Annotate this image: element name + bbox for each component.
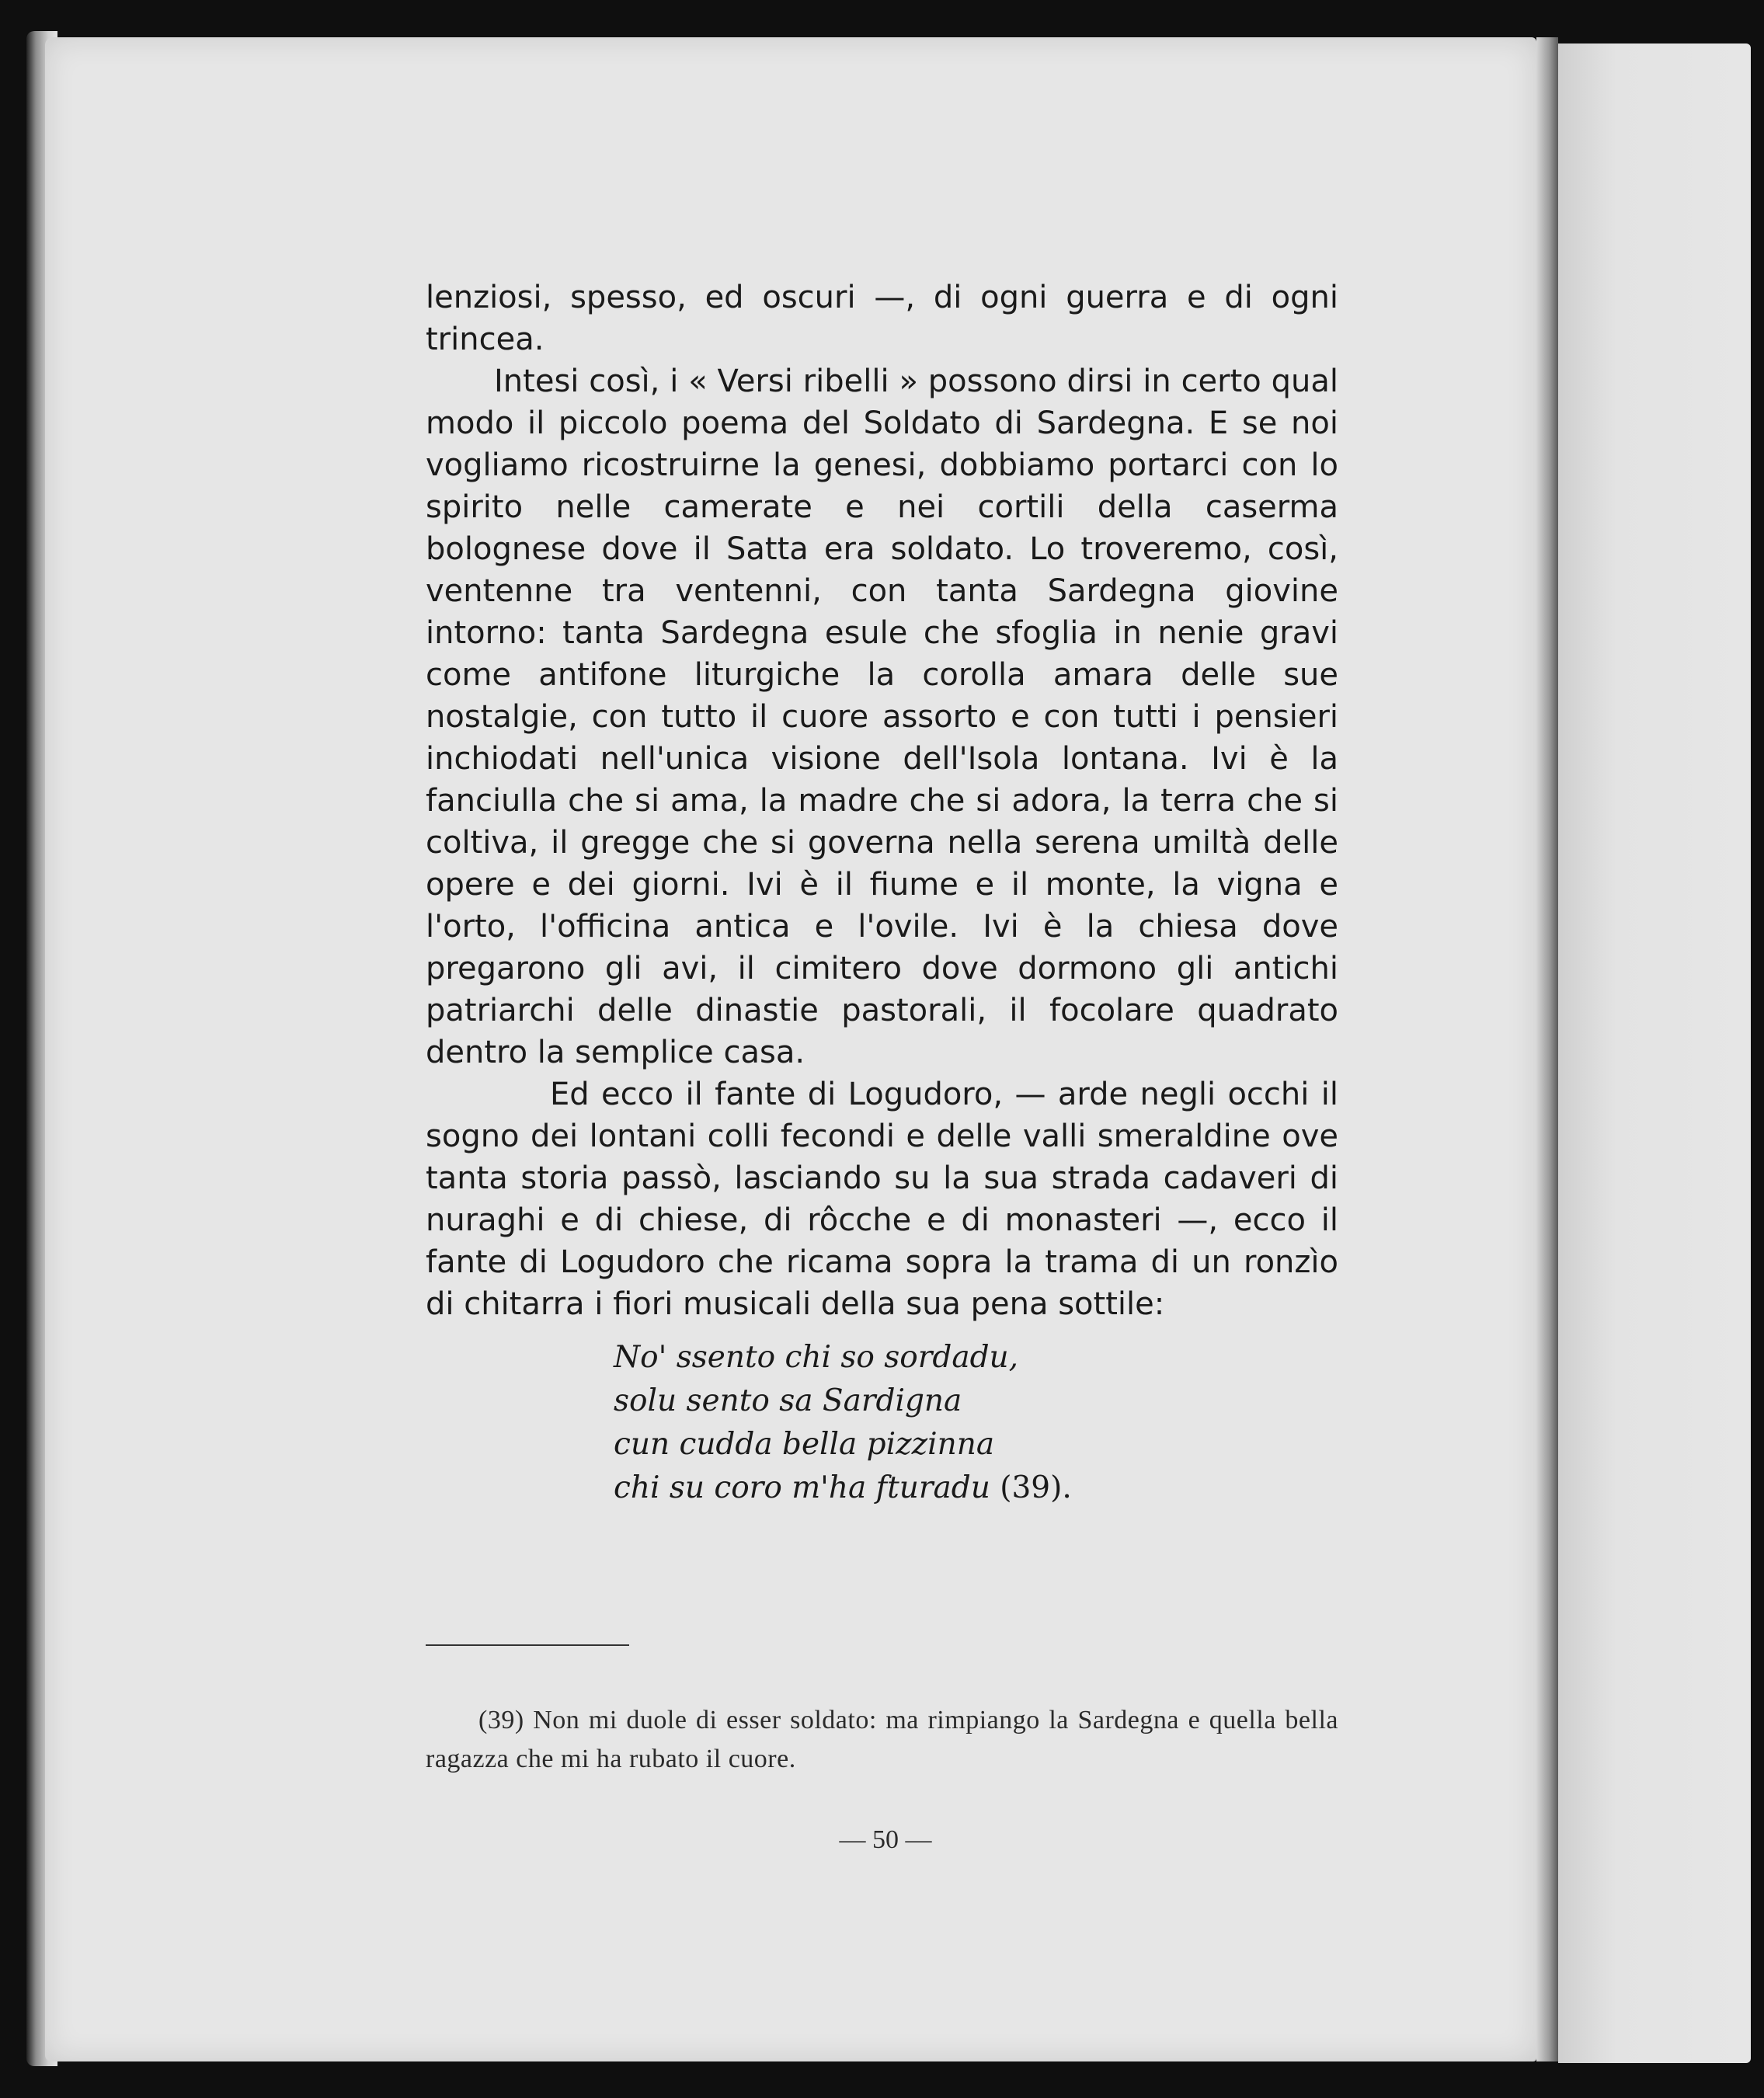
poem-line: No' ssento chi so sordadu,	[614, 1340, 1019, 1375]
poem-line-last	[614, 1467, 1072, 1510]
book-gutter	[1536, 37, 1558, 2061]
footnote-reference: (39).	[990, 1470, 1072, 1505]
poem-line-text: chi su coro m'ha fturadu	[614, 1470, 990, 1505]
paragraph: Intesi così, i « Versi ribelli » possono dirsi in certo qual modo il piccolo poema del Soldato di Sardegna. E se noi vogliamo ricostruirne la genesi, dobbiamo portarci con lo spirito nelle camerate e nei cortili della caserma bolognese dove il Satta era soldato. Lo troveremo, così, ventenne tra ventenni, con tanta Sardegna giovine intorno: tanta Sardegna esule che sfoglia in nenie gravi come antifone liturgiche la corolla amara delle sue nostalgie, con tutto il cuore assorto e con tutti i pensieri inchiodati nell'unica visione dell'Isola lontana. Ivi è la fanciulla che si ama, la madre che si adora, la terra che si coltiva, il gregge che si governa nella serena umiltà delle opere e dei giorni. Ivi è il fiume e il monte, la vigna e l'orto, l'officina antica e l'ovile. Ivi è la chiesa dove pregarono gli avi, il cimitero dove dormono gli antichi patriarchi delle dinastie pastorali, il focolare quadrato dentro la semplice casa.	[426, 364, 1338, 1070]
paragraph-continuation: lenziosi, spesso, ed oscuri —, di ogni guerra e di ogni trincea.	[426, 280, 1338, 357]
paragraph: Ed ecco il fante di Logudoro, — arde negli occhi il sogno dei lontani colli fecondi e delle valli smeraldine ove tanta storia passò, lasciando su la sua strada cadaveri di nuraghi e di chiese, di rôcche e di monasteri —, ecco il fante di Logudoro che ricama sopra la trama di un ronzìo di chitarra i fiori musicali della sua pena sottile:	[426, 1077, 1338, 1322]
poem-line: solu sento sa Sardigna	[614, 1383, 962, 1418]
footnote-separator	[426, 1644, 629, 1646]
footnote-text: (39) Non mi duole di esser soldato: ma rimpiango la Sardegna e quella bella ragazza che mi ha rubato il cuore.	[426, 1706, 1338, 1773]
facing-page-edge	[1558, 43, 1751, 2063]
page-number: — 50 —	[839, 1825, 932, 1854]
poem-quote	[614, 1336, 1072, 1510]
poem-line: cun cudda bella pizzinna	[614, 1427, 995, 1462]
body-text	[426, 277, 1338, 1325]
footnote	[426, 1701, 1338, 1779]
